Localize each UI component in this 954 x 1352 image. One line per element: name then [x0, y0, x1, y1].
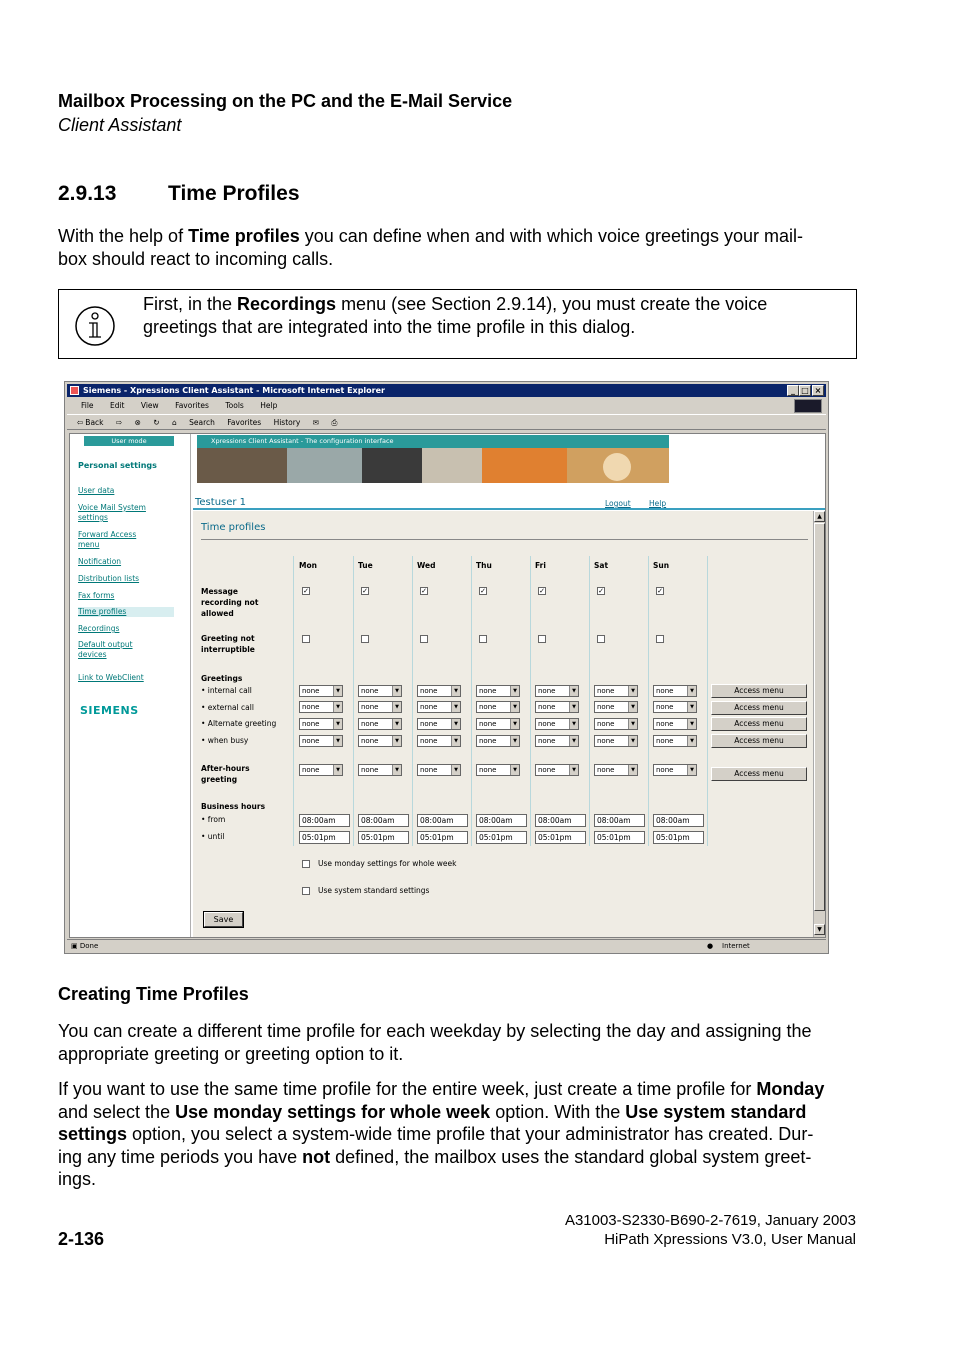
ie-window-icon [70, 386, 79, 395]
business-until-input-wed[interactable]: 05:01pm [417, 831, 468, 844]
select-value: none [302, 720, 320, 728]
chevron-down-icon[interactable]: ▼ [569, 765, 578, 775]
history-button[interactable]: History [273, 418, 301, 427]
sidebar-item-fax-forms[interactable]: Fax forms [78, 591, 115, 600]
note-box [58, 289, 857, 359]
system-standard-checkbox[interactable] [302, 887, 310, 895]
sidebar [70, 434, 191, 937]
select-value: none [420, 703, 438, 711]
window-titlebar [67, 384, 826, 397]
internet-zone-icon: ● [707, 942, 714, 950]
business-from-label: • from [201, 815, 226, 824]
greeting-select-internal-wed[interactable] [417, 685, 461, 697]
help-link[interactable]: Help [649, 499, 667, 508]
zone-text: Internet [722, 942, 750, 950]
sidebar-item-notification[interactable]: Notification [78, 557, 122, 566]
page-number: 2-136 [58, 1229, 105, 1249]
greeting-select-internal-sat[interactable] [594, 685, 638, 697]
menu-view[interactable]: View [140, 401, 159, 410]
chevron-down-icon[interactable]: ▼ [333, 719, 342, 729]
greeting-not-interruptible-checkbox-fri[interactable] [538, 635, 546, 643]
select-value: none [479, 703, 497, 711]
row-label-after-hours: After-hours greeting [201, 764, 250, 784]
select-value: none [361, 737, 379, 745]
sidebar-item-user-data[interactable]: User data [78, 486, 115, 495]
greeting-select-busy-sun[interactable] [653, 735, 697, 747]
select-value: none [597, 737, 615, 745]
greeting-type-alternate: • Alternate greeting [201, 719, 277, 728]
select-value: none [538, 703, 556, 711]
greeting-select-external-sun[interactable] [653, 701, 697, 713]
greeting-select-busy-thu[interactable] [476, 735, 520, 747]
chevron-down-icon[interactable]: ▼ [451, 765, 460, 775]
business-until-label: • until [201, 832, 225, 841]
access-menu-button-alternate[interactable]: Access menu [711, 717, 807, 731]
greeting-not-interruptible-checkbox-mon[interactable] [302, 635, 310, 643]
greeting-select-external-thu[interactable] [476, 701, 520, 713]
greeting-select-external-fri[interactable] [535, 701, 579, 713]
row-label-message-recording: Message recording not allowed [201, 587, 259, 618]
day-header-sun: Sun [653, 561, 670, 570]
browser-viewport [69, 433, 826, 938]
user-mode-badge: User mode [84, 436, 174, 446]
section-title: Time Profiles [168, 182, 300, 205]
select-value: none [361, 703, 379, 711]
chevron-down-icon[interactable]: ▼ [687, 702, 696, 712]
scroll-up-icon[interactable]: ▲ [814, 511, 825, 522]
back-button[interactable]: Back [85, 418, 104, 427]
greeting-select-after-hours-thu[interactable] [476, 764, 520, 776]
message-recording-checkbox-sat[interactable]: ✓ [598, 587, 604, 595]
column-divider [707, 556, 708, 846]
select-value: none [479, 720, 497, 728]
greeting-select-busy-wed[interactable] [417, 735, 461, 747]
greeting-select-alternate-sun[interactable] [653, 718, 697, 730]
message-recording-checkbox-thu[interactable]: ✓ [480, 587, 486, 595]
chevron-down-icon[interactable]: ▼ [687, 765, 696, 775]
select-value: none [361, 766, 379, 774]
business-until-input-thu[interactable]: 05:01pm [476, 831, 527, 844]
row-label-greeting-not-interruptible: Greeting not interruptible [201, 634, 255, 654]
business-until-input-fri[interactable]: 05:01pm [535, 831, 586, 844]
greeting-not-interruptible-checkbox-sun[interactable] [656, 635, 664, 643]
business-from-input-fri[interactable]: 08:00am [535, 814, 586, 827]
sidebar-item-distribution[interactable]: Distribution lists [78, 574, 140, 583]
info-icon [74, 305, 116, 347]
day-header-sat: Sat [594, 561, 609, 570]
note-text: First, in the Recordings menu (see Section 2.9.14), you must create the voice greetings that are integrated into the time profile in this dialog. [143, 294, 768, 337]
greeting-select-busy-fri[interactable] [535, 735, 579, 747]
sidebar-item-webclient[interactable]: Link to WebClient [78, 673, 144, 682]
greeting-select-after-hours-sat[interactable] [594, 764, 638, 776]
column-divider [648, 556, 649, 846]
greeting-select-alternate-wed[interactable] [417, 718, 461, 730]
select-value: none [420, 687, 438, 695]
select-value: none [420, 720, 438, 728]
menu-file[interactable]: File [81, 401, 94, 410]
time-profiles-pane [193, 511, 813, 937]
sidebar-item-time-profiles[interactable]: Time profiles [78, 607, 174, 617]
forward-arrow-icon[interactable]: ⇨ [115, 418, 123, 427]
greeting-select-after-hours-fri[interactable] [535, 764, 579, 776]
vertical-scrollbar[interactable] [813, 511, 825, 937]
message-recording-checkbox-tue[interactable]: ✓ [362, 587, 368, 595]
greeting-select-alternate-tue[interactable] [358, 718, 402, 730]
day-header-wed: Wed [417, 561, 436, 570]
day-header-mon: Mon [299, 561, 317, 570]
column-divider [471, 556, 472, 846]
select-value: none [656, 720, 674, 728]
search-button[interactable]: Search [189, 418, 215, 427]
greeting-select-external-sat[interactable] [594, 701, 638, 713]
menu-edit[interactable]: Edit [109, 401, 125, 410]
greeting-select-alternate-mon[interactable] [299, 718, 343, 730]
creating-paragraph-1: You can create a different time profile for each weekday by selecting the day and assigning the appropriate greeting or greeting option to it. [58, 1021, 812, 1064]
creating-paragraph-2: If you want to use the same time profile for the entire week, just create a time profile for Monday and select the Use monday settings for whole week option. With the Use system standard settings option, you select a system-wide time profile that your administrator has created. Dur- ing any time periods you have not defined, the mailbox uses the standard global system greet- ings. [58, 1079, 825, 1189]
chevron-down-icon[interactable]: ▼ [392, 736, 401, 746]
greeting-type-external: • external call [201, 703, 254, 712]
maximize-icon[interactable]: □ [799, 385, 811, 396]
access-menu-button-busy[interactable]: Access menu [711, 734, 807, 748]
greeting-select-internal-mon[interactable] [299, 685, 343, 697]
chevron-down-icon[interactable]: ▼ [392, 686, 401, 696]
column-divider [293, 556, 294, 846]
chevron-down-icon[interactable]: ▼ [392, 719, 401, 729]
refresh-icon[interactable]: ↻ [153, 418, 160, 427]
user-name: Testuser 1 [195, 497, 247, 508]
title-rule [201, 539, 808, 540]
print-icon[interactable]: ⎙ [331, 418, 338, 427]
greeting-not-interruptible-checkbox-wed[interactable] [420, 635, 428, 643]
close-icon[interactable]: × [812, 385, 824, 396]
chevron-down-icon[interactable]: ▼ [628, 765, 637, 775]
logout-link[interactable]: Logout [605, 499, 631, 508]
sidebar-item-voice-mail[interactable]: Voice Mail System settings [78, 503, 146, 522]
chevron-down-icon[interactable]: ▼ [569, 702, 578, 712]
business-from-input-tue[interactable]: 08:00am [358, 814, 409, 827]
column-divider [530, 556, 531, 846]
greeting-select-external-mon[interactable] [299, 701, 343, 713]
menu-bar [67, 399, 826, 413]
header-rule [193, 508, 825, 510]
greeting-select-after-hours-mon[interactable] [299, 764, 343, 776]
business-from-input-sat[interactable]: 08:00am [594, 814, 645, 827]
save-button[interactable]: Save [204, 912, 243, 927]
greeting-select-external-wed[interactable] [417, 701, 461, 713]
greeting-select-alternate-fri[interactable] [535, 718, 579, 730]
greeting-select-after-hours-wed[interactable] [417, 764, 461, 776]
greeting-select-alternate-sat[interactable] [594, 718, 638, 730]
day-header-thu: Thu [476, 561, 492, 570]
windows-logo-icon [794, 399, 822, 413]
greeting-select-external-tue[interactable] [358, 701, 402, 713]
status-bar [67, 939, 826, 952]
business-from-input-thu[interactable]: 08:00am [476, 814, 527, 827]
greeting-select-after-hours-sun[interactable] [653, 764, 697, 776]
select-value: none [597, 766, 615, 774]
page-title: Time profiles [201, 522, 266, 533]
sidebar-item-default-output[interactable]: Default output devices [78, 640, 133, 659]
row-label-business-hours: Business hours [201, 802, 266, 811]
access-menu-button-after-hours[interactable]: Access menu [711, 767, 807, 781]
chevron-down-icon[interactable]: ▼ [510, 736, 519, 746]
favorites-button[interactable]: Favorites [227, 418, 262, 427]
sidebar-heading: Personal settings [78, 461, 157, 470]
intro-paragraph: With the help of Time profiles you can define when and with which voice greetings your mail- box should react to incoming calls. [58, 226, 804, 269]
home-icon[interactable]: ⌂ [171, 418, 177, 427]
select-value: none [302, 766, 320, 774]
business-from-input-sun[interactable]: 08:00am [653, 814, 704, 827]
window-title: Siemens - Xpressions Client Assistant - Microsoft Internet Explorer [83, 386, 385, 395]
footer-doc-id: A31003-S2330-B690-2-7619, January 2003 [564, 1212, 856, 1229]
sidebar-item-forward-access[interactable]: Forward Access menu [78, 530, 137, 549]
chevron-down-icon[interactable]: ▼ [628, 702, 637, 712]
browser-screenshot [64, 381, 829, 954]
select-value: none [656, 737, 674, 745]
chevron-down-icon[interactable]: ▼ [451, 686, 460, 696]
greeting-select-alternate-thu[interactable] [476, 718, 520, 730]
select-value: none [538, 720, 556, 728]
chevron-down-icon[interactable]: ▼ [687, 719, 696, 729]
select-value: none [656, 687, 674, 695]
chevron-down-icon[interactable]: ▼ [333, 686, 342, 696]
select-value: none [538, 766, 556, 774]
chevron-down-icon[interactable]: ▼ [628, 719, 637, 729]
header-banner [197, 435, 669, 483]
business-until-input-mon[interactable]: 05:01pm [299, 831, 350, 844]
select-value: none [597, 703, 615, 711]
greeting-select-internal-thu[interactable] [476, 685, 520, 697]
mail-icon[interactable]: ✉ [312, 418, 319, 427]
business-until-input-sat[interactable]: 05:01pm [594, 831, 645, 844]
banner-caption: Xpressions Client Assistant - The configuration interface [197, 435, 669, 448]
chevron-down-icon[interactable]: ▼ [687, 736, 696, 746]
chevron-down-icon[interactable]: ▼ [333, 765, 342, 775]
subsection-heading: Creating Time Profiles [58, 984, 249, 1004]
access-menu-button-internal[interactable]: Access menu [711, 684, 807, 698]
greeting-select-after-hours-tue[interactable] [358, 764, 402, 776]
running-header-title: Mailbox Processing on the PC and the E-Mail Service [58, 91, 513, 111]
page-done-icon: ▣ [71, 942, 78, 950]
scroll-down-icon[interactable]: ▼ [814, 924, 825, 935]
select-value: none [302, 703, 320, 711]
greeting-select-busy-sat[interactable] [594, 735, 638, 747]
column-divider [353, 556, 354, 846]
section-number: 2.9.13 [58, 182, 117, 205]
status-text: Done [79, 942, 99, 950]
day-header-tue: Tue [358, 561, 373, 570]
chevron-down-icon[interactable]: ▼ [569, 719, 578, 729]
business-until-input-tue[interactable]: 05:01pm [358, 831, 409, 844]
chevron-down-icon[interactable]: ▼ [628, 736, 637, 746]
greeting-select-busy-mon[interactable] [299, 735, 343, 747]
sidebar-item-recordings[interactable]: Recordings [78, 624, 120, 633]
column-divider [412, 556, 413, 846]
business-from-input-mon[interactable]: 08:00am [299, 814, 350, 827]
select-value: none [361, 720, 379, 728]
chevron-down-icon[interactable]: ▼ [392, 702, 401, 712]
greeting-select-internal-tue[interactable] [358, 685, 402, 697]
message-recording-checkbox-fri[interactable]: ✓ [539, 587, 545, 595]
chevron-down-icon[interactable]: ▼ [333, 702, 342, 712]
chevron-down-icon[interactable]: ▼ [392, 765, 401, 775]
siemens-logo: SIEMENS [80, 704, 139, 717]
chevron-down-icon[interactable]: ▼ [451, 702, 460, 712]
select-value: none [479, 687, 497, 695]
select-value: none [597, 720, 615, 728]
greeting-select-internal-fri[interactable] [535, 685, 579, 697]
menu-tools[interactable]: Tools [225, 401, 244, 410]
menu-help[interactable]: Help [260, 401, 278, 410]
monday-settings-checkbox[interactable] [302, 860, 310, 868]
select-value: none [302, 687, 320, 695]
greeting-not-interruptible-checkbox-tue[interactable] [361, 635, 369, 643]
column-divider [589, 556, 590, 846]
chevron-down-icon[interactable]: ▼ [510, 702, 519, 712]
footer-manual: HiPath Xpressions V3.0, User Manual [604, 1231, 856, 1248]
chevron-down-icon[interactable]: ▼ [569, 686, 578, 696]
select-value: none [597, 687, 615, 695]
chevron-down-icon[interactable]: ▼ [569, 736, 578, 746]
select-value: none [420, 766, 438, 774]
system-standard-label: Use system standard settings [318, 886, 430, 895]
access-menu-button-external[interactable]: Access menu [711, 701, 807, 715]
stop-icon[interactable]: ⊗ [134, 418, 141, 427]
chevron-down-icon[interactable]: ▼ [687, 686, 696, 696]
greeting-select-busy-tue[interactable] [358, 735, 402, 747]
chevron-down-icon[interactable]: ▼ [510, 719, 519, 729]
select-value: none [538, 737, 556, 745]
chevron-down-icon[interactable]: ▼ [510, 686, 519, 696]
business-until-input-sun[interactable]: 05:01pm [653, 831, 704, 844]
scroll-thumb[interactable] [814, 523, 825, 911]
menu-favorites[interactable]: Favorites [175, 401, 209, 410]
select-value: none [302, 737, 320, 745]
greeting-select-internal-sun[interactable] [653, 685, 697, 697]
chevron-down-icon[interactable]: ▼ [451, 736, 460, 746]
select-value: none [420, 737, 438, 745]
select-value: none [361, 687, 379, 695]
back-arrow-icon: ⇦ [77, 418, 84, 427]
greeting-type-internal: • internal call [201, 686, 252, 695]
greeting-not-interruptible-checkbox-sat[interactable] [597, 635, 605, 643]
running-header-subtitle: Client Assistant [58, 115, 182, 135]
chevron-down-icon[interactable]: ▼ [510, 765, 519, 775]
chevron-down-icon[interactable]: ▼ [451, 719, 460, 729]
greeting-not-interruptible-checkbox-thu[interactable] [479, 635, 487, 643]
minimize-icon[interactable]: _ [787, 385, 799, 396]
select-value: none [656, 766, 674, 774]
message-recording-checkbox-sun[interactable]: ✓ [657, 587, 663, 595]
chevron-down-icon[interactable]: ▼ [628, 686, 637, 696]
select-value: none [479, 737, 497, 745]
select-value: none [656, 703, 674, 711]
monday-settings-label: Use monday settings for whole week [318, 859, 457, 868]
day-header-fri: Fri [535, 561, 546, 570]
row-label-greetings: Greetings [201, 674, 243, 683]
select-value: none [538, 687, 556, 695]
message-recording-checkbox-wed[interactable]: ✓ [421, 587, 427, 595]
greeting-type-busy: • when busy [201, 736, 249, 745]
chevron-down-icon[interactable]: ▼ [333, 736, 342, 746]
message-recording-checkbox-mon[interactable]: ✓ [303, 587, 309, 595]
business-from-input-wed[interactable]: 08:00am [417, 814, 468, 827]
select-value: none [479, 766, 497, 774]
browser-toolbar [67, 414, 826, 430]
